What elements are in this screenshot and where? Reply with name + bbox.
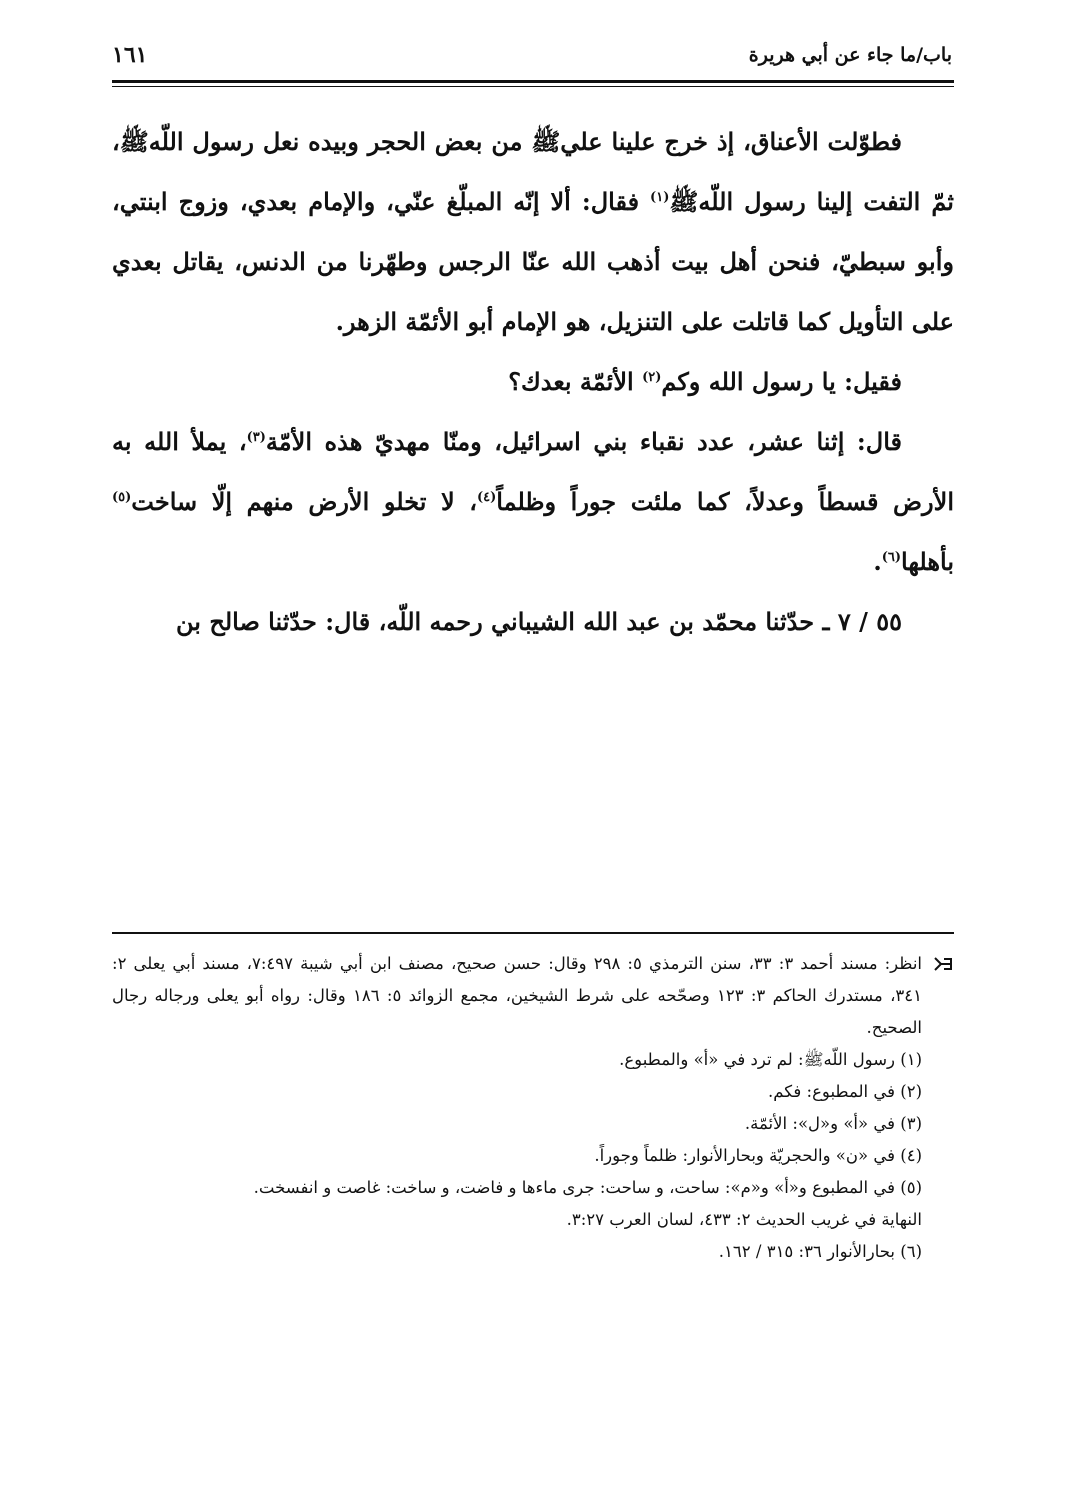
footnote-ref-6: (٦)	[881, 550, 902, 565]
page-number: ١٦١	[112, 42, 148, 68]
paragraph-1: فطوّلت الأعناق، إذ خرج علينا عليﷺ من بعض الحجر وبيده نعل رسول اللّهﷺ، ثمّ التفت إلينا رسول اللّهﷺ$^{(١)}$ فقال: ألا إنّه المبلّغ عنّي، والإمام بعدي، وزوج ابنتي، وأبو سبطيّ، فنحن أهل بيت أذهب الله عنّا الرجس وطهّرنا من الدنس، يقاتل بعدي على التأويل كما قاتلت على التنزيل، هو الإمام أبو الأئمّة الزهر.	[112, 127, 954, 336]
footnote-1: (١) رسول اللّهﷺ: لم ترد في «أ» والمطبوع.	[619, 1050, 922, 1069]
paragraph-4: ٥٥ / ٧ ـ حدّثنا محمّد بن عبد الله الشيباني رحمه اللّه، قال: حدّثنا صالح بن	[176, 607, 902, 636]
footnote-rule	[112, 932, 954, 934]
paragraph-2: فقيل: يا رسول الله وكم$^{(٢)}$ الأئمّة بعدك؟	[508, 367, 902, 396]
footnote-6: (٦) بحارالأنوار ٣٦: ٣١٥ / ١٦٢.	[718, 1242, 922, 1261]
footnote-ref-2: (٢)	[642, 370, 662, 385]
footnote-5: (٥) في المطبوع و«أ» و«م»: ساحت، و ساحت: جرى ماءها و فاضت، و ساخت: غاصت و انفسخت.	[253, 1178, 922, 1197]
footnote-2: (٢) في المطبوع: فكم.	[768, 1082, 922, 1101]
footnote-ref-1: (١)	[650, 190, 670, 205]
footnote-ref-5: (٥)	[112, 490, 132, 505]
main-text	[112, 112, 954, 652]
footnotes	[112, 948, 954, 1268]
footnote-3: (٣) في «أ» و«ل»: الأئمّة.	[744, 1114, 922, 1133]
footnote-ref-3: (٣)	[246, 430, 266, 445]
footnote-ref-4: (٤)	[476, 490, 497, 505]
paragraph-3: قال: إثنا عشر، عدد نقباء بني اسرائيل، ومنّا مهديّ هذه الأمّة$^{(٣)}$، يملأ الله به الأرض قسطاً وعدلاً، كما ملئت جوراً وظلماً$^{(٤)}$، لا تخلو الأرض منهم إلّا ساخت$^{(٥)}$ بأهلها$^{(٦)}$.	[112, 427, 954, 576]
running-title: باب/ما جاء عن أبي هريرة	[748, 44, 952, 66]
page-header	[112, 38, 952, 78]
hand-pointer-icon	[932, 954, 954, 974]
footnote-4: (٤) في «ن» والحجريّة وبحارالأنوار: ظلماً وجوراً.	[594, 1146, 922, 1165]
footnote-source: انظر: مسند أحمد ٣: ٣٣، سنن الترمذي ٥: ٢٩٨ وقال: حسن صحيح، مصنف ابن أبي شيبة ٧:٤٩٧، مسند أبي يعلى ٢: ٣٤١، مستدرك الحاكم ٣: ١٢٣ وصحّحه على شرط الشيخين، مجمع الزوائد ٥: ١٨٦ وقال: رواه أبو يعلى ورجاله رجال الصحيح.	[112, 948, 954, 1044]
header-rule-thick	[112, 80, 954, 83]
footnote-5-continued: النهاية في غريب الحديث ٢: ٤٣٣، لسان العرب ٣:٢٧.	[566, 1210, 922, 1229]
header-rule-thin	[112, 86, 954, 87]
